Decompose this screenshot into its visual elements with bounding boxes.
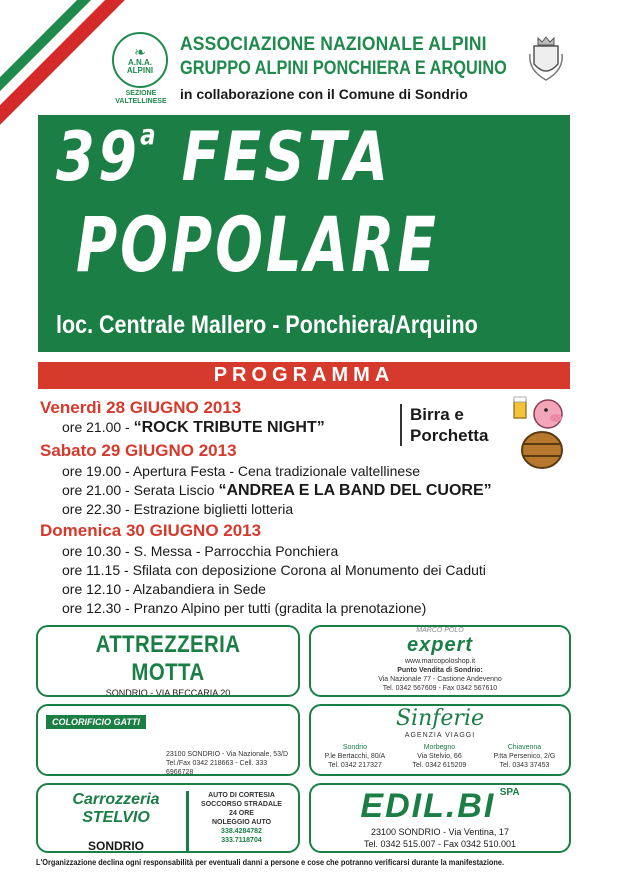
sponsor-expert <box>309 625 571 697</box>
branch-phone: Tel. 0342 615209 <box>412 762 467 769</box>
sponsor-web: www.marcopoloshop.it <box>404 658 476 665</box>
event-time: ore 21.00 - <box>62 419 134 435</box>
event-text: Alzabandiera in Sede <box>132 581 266 597</box>
sponsor-line1: Punto Vendita di Sondrio: <box>397 667 483 674</box>
service-line: 24 ORE <box>229 810 254 817</box>
branch-phone: Tel. 0343 37453 <box>499 762 550 769</box>
edition-ordinal: a <box>140 118 159 151</box>
sponsor-name: expert <box>406 634 474 656</box>
sponsor-colorificio <box>36 704 300 776</box>
event-text: Serata Liscio <box>133 482 219 498</box>
day-sunday: Domenica 30 GIUGNO 2013 <box>40 521 262 540</box>
event-item <box>62 543 338 559</box>
sponsor-line2: Via Nazionale 77 - Castione Andevenno <box>378 676 502 683</box>
ana-section-label: SEZIONE VALTELLINESE <box>115 90 167 105</box>
sinferie-branch <box>494 743 556 770</box>
sponsor-address: 23100 SONDRIO - Via Ventina, 17 <box>371 827 509 837</box>
event-item <box>62 482 492 500</box>
sponsor-sub: AGENZIA VIAGGI <box>404 732 476 739</box>
event-highlight: “ANDREA E LA BAND DEL CUORE” <box>218 482 492 499</box>
event-time: ore 12.10 - <box>62 581 133 597</box>
event-text: Apertura Festa - Cena tradizionale valtellinese <box>132 463 420 479</box>
sponsor-name: Carrozzeria STELVIO <box>72 791 160 826</box>
sponsor-sinferie <box>309 704 571 776</box>
sponsor-phone: 338.4284782 <box>221 828 262 835</box>
sondrio-crest-icon <box>526 34 566 84</box>
branch-address: Via Stelvio, 66 <box>417 753 462 760</box>
programma-heading: PROGRAMMA <box>38 362 570 389</box>
birra-porchetta-box <box>400 404 512 446</box>
branch-city: Sondrio <box>342 744 368 751</box>
event-highlight: “ROCK TRIBUTE NIGHT” <box>133 419 325 436</box>
association-title: ASSOCIAZIONE NAZIONALE ALPINI <box>180 34 487 55</box>
event-time: ore 21.00 - <box>62 482 134 498</box>
event-item <box>62 562 486 578</box>
event-time: ore 22.30 - <box>62 501 134 517</box>
group-title: GRUPPO ALPINI PONCHIERA E ARQUINO <box>180 58 507 79</box>
event-item <box>62 501 293 517</box>
banner-location: loc. Centrale Mallero - Ponchiera/Arquino <box>56 311 478 339</box>
sponsor-carrozzeria-stelvio <box>36 783 300 853</box>
collaboration-line: in collaborazione con il Comune di Sondrio <box>180 86 468 102</box>
branch-city: Morbegno <box>423 744 456 751</box>
sinferie-branch <box>413 743 467 770</box>
day-saturday: Sabato 29 GIUGNO 2013 <box>40 441 237 460</box>
disclaimer-note: L'Organizzazione declina ogni responsabilità per eventuali danni a persone e cose che potranno verificarsi durante la manifestazione. <box>36 858 505 867</box>
sponsor-line3: Tel. 0342 567609 - Fax 0342 567610 <box>382 685 498 692</box>
sponsor-line1: 23100 SONDRIO - Via Nazionale, 53/D <box>166 751 289 758</box>
edition-number: 39 <box>56 118 141 197</box>
branch-phone: Tel. 0342 217327 <box>328 762 382 769</box>
sponsor-name: Sinferie <box>395 706 484 731</box>
sponsor-edilbi <box>309 783 571 853</box>
sponsor-brand-top: MARCO POLO <box>416 627 464 634</box>
banner-festa-word: FESTA <box>181 118 392 197</box>
sponsor-name: COLORIFICIO GATTI <box>46 715 146 729</box>
event-text: Sfilata con deposizione Corona al Monumento dei Caduti <box>132 562 486 578</box>
pig-barrel-icon <box>510 392 572 470</box>
birra-line1: Birra e <box>410 405 464 424</box>
service-line: AUTO DI CORTESIA <box>208 792 275 799</box>
service-line: NOLEGGIO AUTO <box>211 819 272 826</box>
sponsor-phone: 333.7118704 <box>221 837 262 844</box>
alpini-feather-icon: ❧ <box>134 43 146 60</box>
event-text: Estrazione biglietti lotteria <box>133 501 294 517</box>
event-item <box>62 463 420 479</box>
event-time: ore 10.30 - <box>62 543 134 559</box>
event-time: ore 12.30 - <box>62 600 134 616</box>
branch-address: P.tta Persenico, 2/G <box>493 753 556 760</box>
banner-title-line1 <box>56 118 392 197</box>
banner-title-line2: POPOLARE <box>76 200 439 289</box>
sponsor-address: SONDRIO - VIA BECCARIA 20 <box>105 688 231 697</box>
event-text: Pranzo Alpino per tutti (gradita la prenotazione) <box>133 600 427 616</box>
event-time: ore 11.15 - <box>62 562 133 578</box>
event-item <box>62 600 426 616</box>
event-time: ore 19.00 - <box>62 463 133 479</box>
sponsor-attrezzeria-motta <box>36 625 300 697</box>
service-line: SOCCORSO STRADALE <box>201 801 282 808</box>
branch-city: Chiavenna <box>507 744 542 751</box>
festival-banner <box>38 115 570 352</box>
ana-logo <box>112 32 168 88</box>
birra-line2: Porchetta <box>410 426 489 445</box>
event-item <box>62 419 325 437</box>
event-item <box>62 581 266 597</box>
ana-logo-text: A.N.A. ALPINI <box>126 57 154 75</box>
sponsor-suffix: SPA <box>499 787 520 798</box>
sponsor-phone: Tel. 0342 515.007 - Fax 0342 510.001 <box>363 839 517 849</box>
sponsor-name: EDIL.BI <box>360 787 496 825</box>
event-text: S. Messa - Parrocchia Ponchiera <box>133 543 339 559</box>
sinferie-branch <box>325 743 386 770</box>
sponsor-city: SONDRIO <box>87 839 144 853</box>
branch-address: P.le Bertacchi, 80/A <box>324 753 386 760</box>
sponsor-name: ATTREZZERIA MOTTA <box>95 631 241 686</box>
day-friday: Venerdì 28 GIUGNO 2013 <box>40 398 242 417</box>
sponsor-line2: Tel./Fax 0342 218663 - Cell. 333 6966728 <box>166 760 268 776</box>
